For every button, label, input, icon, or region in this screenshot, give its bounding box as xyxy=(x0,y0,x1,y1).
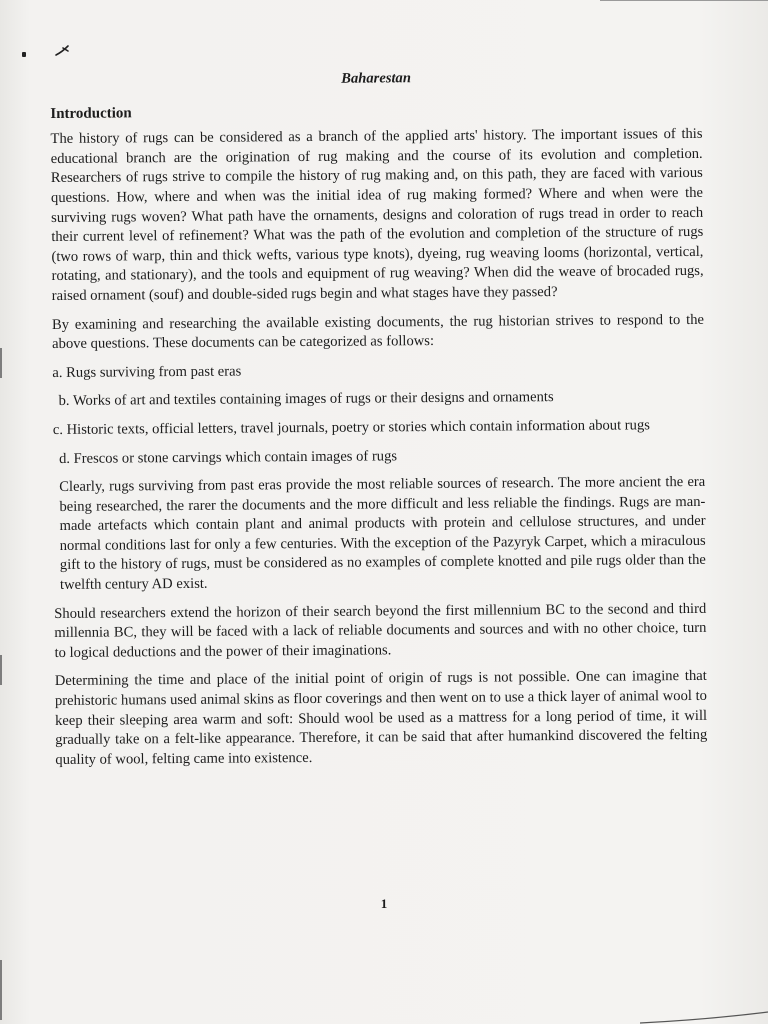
paragraph: Clearly, rugs surviving from past eras provide the most reliable sources of research. The more ancient the era being researched, the rarer the documents and the more difficult and less reliable the findings. Rugs are man-made artefacts which contain plant and animal products with protein and cellulose structures, and under normal conditions last for only a few centuries. With the exception of the Pazyryk Carpet, which a miraculous gift to the history of rugs, must be considered as no examples of complete knotted and pile rugs older than the twelfth century AD exist. xyxy=(59,473,706,593)
document-body xyxy=(50,67,708,780)
handwritten-check-mark-icon xyxy=(54,42,72,58)
paragraph: By examining and researching the available existing documents, the rug historian strives to respond to the above questions. These documents can be categorized as follows: xyxy=(51,311,705,353)
scan-edge-line xyxy=(600,0,768,1)
section-heading: Introduction xyxy=(50,104,132,122)
scan-edge-mark xyxy=(0,348,2,378)
list-item: d. Frescos or stone carvings which contain images of rugs xyxy=(58,447,398,467)
list-item: a. Rugs surviving from past eras xyxy=(52,363,242,381)
scan-edge-mark xyxy=(0,960,2,1020)
paragraph: Should researchers extend the horizon of their search beyond the first millennium BC to the second and third millennia BC, they will be faced with a lack of reliable documents and sources and with no other choice, turn to logical deductions and the power of their imaginations. xyxy=(54,600,707,661)
page-number: 1 xyxy=(380,896,388,911)
list-item: b. Works of art and textiles containing images of rugs or their designs and ornaments xyxy=(58,389,554,410)
scan-edge-mark xyxy=(0,655,2,685)
scan-edge-scribble xyxy=(640,1004,768,1024)
document-title: Baharestan xyxy=(341,70,411,87)
ink-dot-mark xyxy=(22,52,26,57)
list-item: c. Historic texts, official letters, travel journals, poetry or stories which contain information about rugs xyxy=(52,417,650,438)
paragraph: The history of rugs can be considered as a branch of the applied arts' history. The important issues of this educational branch are the origination of rug making and the course of its evolution and completion. Researchers of rugs strive to compile the history of rug making and, on this path, they are faced with various questions. How, where and when was the initial idea of rug making formed? Where and when were the surviving rugs woven? What path have the ornaments, designs and coloration of rugs tread in order to reach their current level of refinement? What was the path of the evolution and completion of the structure of rugs (two rows of warp, thin and thick wefts, various type knots), dyeing, rug weaving looms (horizontal, vertical, rotating, and stationary), and the tools and equipment of rug weaving? When did the weave of brocaded rugs, raised ornament (souf) and double-sided rugs begin and what stages have they passed? xyxy=(50,126,704,304)
paragraph: Determining the time and place of the initial point of origin of rugs is not possible. One can imagine that prehistoric humans used animal skins as floor coverings and then went on to use a thick layer of animal wool to keep their sleeping area warm and soft: Should wool be used as a mattress for a long period of time, it will gradually take on a felt-like appearance. Therefore, it can be said that after humankind discovered the felting quality of wool, felting came into existence. xyxy=(54,668,708,768)
